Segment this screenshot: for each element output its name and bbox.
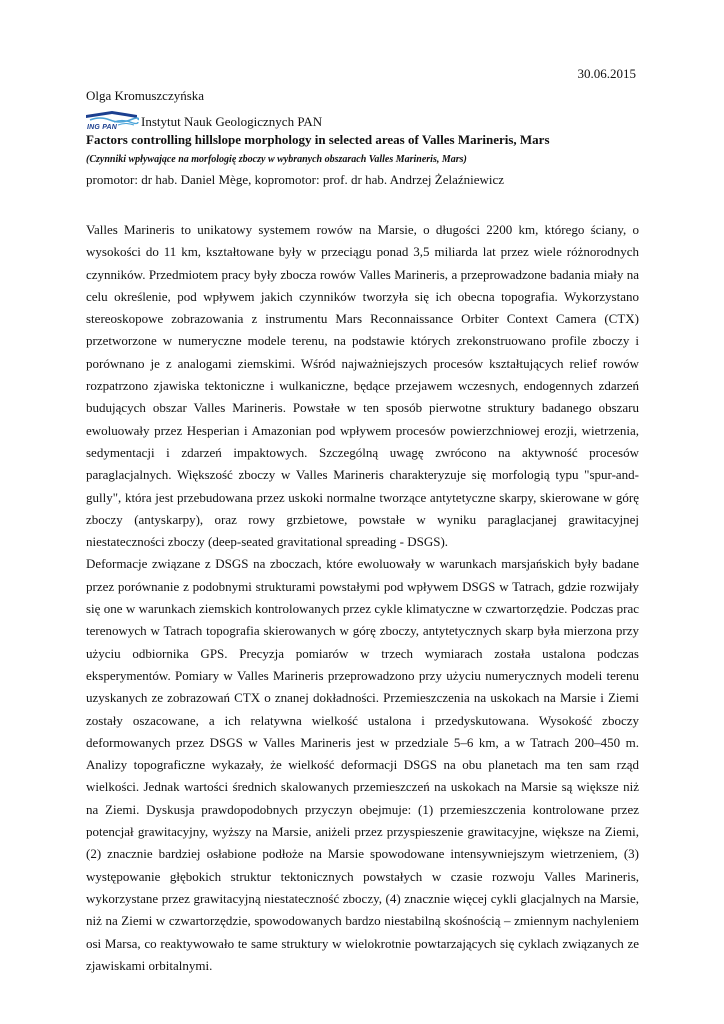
thesis-title: Factors controlling hillslope morphology in selected areas of Valles Marineris, Mars [86,132,550,147]
author-name: Olga Kromuszczyńska [86,88,205,103]
ing-pan-logo-icon [84,109,139,131]
promotor-line: promotor: dr hab. Daniel Mège, kopromotor: prof. dr hab. Andrzej Żelaźniewicz [86,172,505,187]
abstract-paragraph-1: Valles Marineris to unikatowy systemem rowów na Marsie, o długości 2200 km, którego ściany, o wysokości do 11 km, kształtowane były w przeciągu ponad 3,5 miliarda lat przez wiele różnorodnych czynników. Przedmiotem pracy były zbocza rowów Valles Marineris, a przeprowadzone badania miały na celu określenie, pod wpływem jakich czynników tworzyła się ich obecna topografia. Wykorzystano stereoskopowe zobrazowania z instrumentu Mars Reconnaissance Orbiter Context Camera (CTX) przetworzone w numeryczne modele terenu, na podstawie których zrekonstruowano profile zboczy i porównano je z analogami ziemskimi. Wśród najważniejszych procesów kształtujących relief rowów rozpatrzono zjawiska tektoniczne i wulkaniczne, będące przejawem wczesnych, endogennych zdarzeń budujących obszar Valles Marineris. Powstałe w ten sposób pierwotne struktury badanego obszaru ewoluowały przez Hesperian i Amazonian pod wpływem procesów powierzchniowej erozji, wietrzenia, sedymentacji i zdarzeń impaktowych. Szczególną uwagę zwrócono na aktywność procesów paraglacjalnych. Większość zboczy w Valles Marineris charakteryzuje się morfologią typu "spur-and-gully", która jest przebudowana przez uskoki normalne tworzące antytetyczne skarpy, skierowane w górę zboczy (antyskarpy), oraz rowy grzbietowe, powstałe w wyniku paraglacjanej grawitacyjnej niestateczności zboczy (deep-seated gravitational spreading - DSGS). [86,222,639,550]
thesis-subtitle: (Czynniki wpływające na morfologię zboczy w wybranych obszarach Valles Marineris, Mars) [86,154,467,165]
institute-name: Instytut Nauk Geologicznych PAN [141,114,323,129]
document-date: 30.06.2015 [577,66,636,81]
abstract-body [86,219,639,977]
abstract-paragraph-2: Deformacje związane z DSGS na zboczach, które ewoluowały w warunkach marsjańskich były badane przez porównanie z podobnymi strukturami powstałymi pod wpływem DSGS w Tatrach, gdzie rozwijały się one w warunkach ziemskich kontrolowanych przez cykle klimatyczne w czwartorzędzie. Podczas prac terenowych w Tatrach topografia skierowanych w górę zboczy, antytetycznych skarp była mierzona przy użyciu odbiornika GPS. Precyzja pomiarów w trzech wymiarach została ustalona podczas eksperymentów. Pomiary w Valles Marineris przeprowadzono przy użyciu numerycznych modeli terenu uzyskanych ze zobrazowań CTX o znanej dokładności. Przemieszczenia na uskokach na Marsie i Ziemi zostały oszacowane, a ich relatywna wielkość ustalona i przedyskutowana. Wysokość zboczy deformowanych przez DSGS w Valles Marineris jest w przedziale 5–6 km, a w Tatrach 200–450 m. Analizy topograficzne wykazały, że wielkość deformacji DSGS na obu planetach ma ten sam rząd wielkości. Jednak wartości średnich skalowanych przemieszczeń na uskokach na Marsie są większe niż na Ziemi. Dyskusja prawdopodobnych przyczyn obejmuje: (1) przemieszczenia kontrolowane przez potencjał grawitacyjny, wyższy na Marsie, aniżeli przez przyspieszenie grawitacyjne, większe na Ziemi, (2) znacznie bardziej osłabione podłoże na Marsie spowodowane intensywniejszym wietrzeniem, (3) występowanie głębokich struktur tektonicznych powstałych w czasie rozwoju Valles Marineris, wykorzystane przez grawitacyjną niestateczność zboczy, (4) znacznie więcej cykli glacjalnych na Marsie, niż na Ziemi w czwartorzędzie, spowodowanych bardzo niestabilną skośnością – zmiennym nachyleniem osi Marsa, co reaktywowało te same struktury w wielokrotnie powtarzających się cyklach związanych ze zjawiskami orbitalnymi. [86,556,639,973]
institute-line [84,109,322,131]
logo-text: ING PAN [87,124,118,131]
